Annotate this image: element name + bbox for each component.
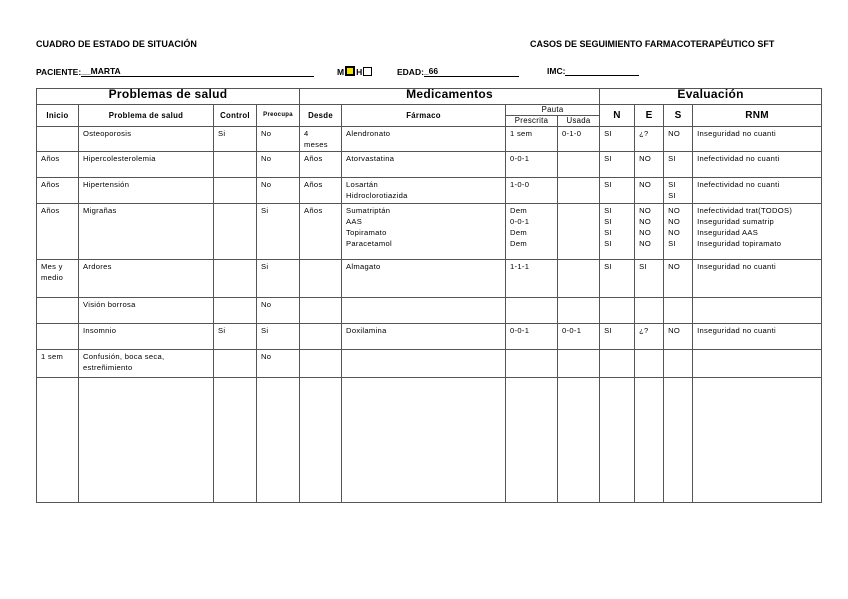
cell-line: No [261, 180, 272, 189]
table-row [37, 260, 822, 298]
cell-line: Inefectividad trat(TODOS) [697, 206, 793, 215]
cell-desde[interactable] [300, 298, 342, 324]
cell-line: 0-0-1 [562, 326, 582, 335]
age-value[interactable]: _66 [424, 66, 519, 77]
cell-line: Mes y [41, 262, 63, 271]
patient-label: PACIENTE: [36, 67, 82, 77]
cell-line: Confusión, boca seca, [83, 352, 165, 361]
cell-inicio[interactable] [37, 298, 79, 324]
cell-rnm[interactable] [693, 178, 822, 204]
cell-line: 1-1-1 [510, 262, 530, 271]
cell-e[interactable] [635, 204, 664, 260]
cell-e[interactable] [635, 178, 664, 204]
imc-field [547, 66, 639, 76]
cell-line: Inefectividad no cuanti [697, 180, 780, 189]
cell-usada[interactable] [558, 260, 600, 298]
section-medications-header: Medicamentos [300, 89, 600, 105]
cell-line: Ardores [83, 262, 112, 271]
cell-preocupa[interactable] [257, 298, 300, 324]
cell-line: NO [668, 262, 681, 271]
cell-control[interactable] [214, 298, 257, 324]
cell-prescrita[interactable] [506, 260, 558, 298]
cell-line: Si [218, 129, 226, 138]
cell-prescrita[interactable] [506, 204, 558, 260]
cell-line: Osteoporosis [83, 129, 132, 138]
cell-inicio[interactable] [37, 204, 79, 260]
cell-s[interactable] [664, 378, 693, 503]
cell-line: estreñimiento [83, 363, 133, 372]
cell-usada[interactable] [558, 298, 600, 324]
cell-preocupa[interactable] [257, 178, 300, 204]
cell-rnm[interactable] [693, 324, 822, 350]
col-prescrita: Prescrita [506, 116, 558, 127]
cell-line: SI [604, 217, 612, 226]
cell-preocupa[interactable] [257, 378, 300, 503]
table-body [37, 127, 822, 503]
cell-line: Dem [510, 239, 527, 248]
cell-line: 1 sem [510, 129, 533, 138]
cell-inicio[interactable] [37, 324, 79, 350]
cell-line: Atorvastatina [346, 154, 395, 163]
cell-line: Hipercolesterolemia [83, 154, 156, 163]
cell-line: Doxilamina [346, 326, 387, 335]
cell-e[interactable] [635, 350, 664, 378]
cell-line: meses [304, 140, 328, 149]
cell-line: Inseguridad topiramato [697, 239, 782, 248]
cell-inicio[interactable] [37, 178, 79, 204]
cell-s[interactable] [664, 350, 693, 378]
cell-e[interactable] [635, 298, 664, 324]
cell-line: SI [604, 239, 612, 248]
cell-rnm[interactable] [693, 350, 822, 378]
cell-n[interactable] [600, 350, 635, 378]
cell-prescrita[interactable] [506, 350, 558, 378]
cell-rnm[interactable] [693, 204, 822, 260]
cell-desde[interactable] [300, 324, 342, 350]
cell-line: SI [668, 180, 676, 189]
cell-desde[interactable] [300, 127, 342, 152]
cell-n[interactable] [600, 324, 635, 350]
cell-line: ¿? [639, 326, 649, 335]
cell-preocupa[interactable] [257, 324, 300, 350]
cell-e[interactable] [635, 378, 664, 503]
cell-line: Si [261, 206, 269, 215]
cell-line: Alendronato [346, 129, 391, 138]
cell-line: SI [604, 206, 612, 215]
cell-s[interactable] [664, 204, 693, 260]
cell-line: Hipertensión [83, 180, 130, 189]
cell-usada[interactable] [558, 324, 600, 350]
cell-farmaco[interactable] [342, 178, 506, 204]
cell-e[interactable] [635, 324, 664, 350]
cell-prescrita[interactable] [506, 378, 558, 503]
sex-field [337, 66, 373, 77]
cell-farmaco[interactable] [342, 324, 506, 350]
cell-inicio[interactable] [37, 350, 79, 378]
cell-line: Inseguridad AAS [697, 228, 759, 237]
table-row [37, 152, 822, 178]
age-label: EDAD: [397, 67, 424, 77]
cell-s[interactable] [664, 298, 693, 324]
cell-line: SI [604, 228, 612, 237]
cell-prescrita[interactable] [506, 178, 558, 204]
col-control: Control [214, 105, 257, 127]
cell-line: Visión borrosa [83, 300, 136, 309]
cell-line: SI [604, 154, 612, 163]
cell-s[interactable] [664, 152, 693, 178]
cell-line: SI [604, 262, 612, 271]
cell-line: NO [668, 326, 681, 335]
cell-rnm[interactable] [693, 260, 822, 298]
cell-line: Si [261, 262, 269, 271]
cell-inicio[interactable] [37, 260, 79, 298]
cell-line: NO [639, 180, 652, 189]
cell-line: Inefectividad no cuanti [697, 154, 780, 163]
sex-h-checkbox[interactable] [363, 67, 372, 76]
col-n: N [600, 105, 635, 127]
cell-farmaco[interactable] [342, 204, 506, 260]
cell-s[interactable] [664, 127, 693, 152]
cell-line: No [261, 352, 272, 361]
cell-line: Inseguridad no cuanti [697, 129, 776, 138]
cell-line: NO [668, 206, 681, 215]
cell-n[interactable] [600, 378, 635, 503]
cell-line: SI [604, 180, 612, 189]
cell-line: Hidroclorotiazida [346, 191, 408, 200]
cell-line: Topiramato [346, 228, 387, 237]
cell-n[interactable] [600, 127, 635, 152]
cell-usada[interactable] [558, 204, 600, 260]
cell-line: No [261, 129, 272, 138]
cell-usada[interactable] [558, 127, 600, 152]
cell-line: SI [668, 154, 676, 163]
cell-control[interactable] [214, 378, 257, 503]
cell-prescrita[interactable] [506, 324, 558, 350]
col-problema: Problema de salud [79, 105, 214, 127]
cell-rnm[interactable] [693, 378, 822, 503]
cell-line: Años [41, 206, 60, 215]
cell-usada[interactable] [558, 152, 600, 178]
cell-desde[interactable] [300, 152, 342, 178]
table-row [37, 350, 822, 378]
cell-preocupa[interactable] [257, 204, 300, 260]
cell-s[interactable] [664, 260, 693, 298]
cell-line: SI [668, 191, 676, 200]
cell-line: NO [639, 206, 652, 215]
section-evaluation-header: Evaluación [600, 89, 822, 105]
cell-line: Inseguridad no cuanti [697, 326, 776, 335]
cell-inicio[interactable] [37, 127, 79, 152]
cell-preocupa[interactable] [257, 152, 300, 178]
cell-problema[interactable] [79, 324, 214, 350]
cell-preocupa[interactable] [257, 127, 300, 152]
sex-m-checkbox[interactable] [345, 66, 355, 76]
cell-line: SI [639, 262, 647, 271]
col-usada: Usada [558, 116, 600, 127]
cell-usada[interactable] [558, 378, 600, 503]
col-inicio: Inicio [37, 105, 79, 127]
cell-e[interactable] [635, 152, 664, 178]
cell-line: SI [604, 129, 612, 138]
cell-problema[interactable] [79, 204, 214, 260]
cell-control[interactable] [214, 204, 257, 260]
cell-problema[interactable] [79, 350, 214, 378]
cell-farmaco[interactable] [342, 350, 506, 378]
col-rnm: RNM [693, 105, 822, 127]
situation-table [36, 88, 822, 503]
col-farmaco: Fármaco [342, 105, 506, 127]
cell-prescrita[interactable] [506, 298, 558, 324]
cell-problema[interactable] [79, 152, 214, 178]
cell-line: Migrañas [83, 206, 117, 215]
cell-problema[interactable] [79, 298, 214, 324]
cell-line: Inseguridad sumatrip [697, 217, 774, 226]
cell-line: NO [668, 217, 681, 226]
cell-line: 0-0-1 [510, 326, 530, 335]
cell-line: AAS [346, 217, 363, 226]
cell-line: 0-0-1 [510, 154, 530, 163]
cell-line: Losartán [346, 180, 378, 189]
patient-value[interactable]: __MARTA [81, 66, 314, 77]
sex-h-label: H [356, 67, 363, 77]
cell-control[interactable] [214, 324, 257, 350]
cell-line: Dem [510, 228, 527, 237]
document-subtitle: CASOS DE SEGUIMIENTO FARMACOTERAPÉUTICO SFT [530, 39, 775, 49]
cell-preocupa[interactable] [257, 260, 300, 298]
cell-line: Años [304, 154, 323, 163]
cell-prescrita[interactable] [506, 127, 558, 152]
cell-n[interactable] [600, 260, 635, 298]
cell-line: Años [304, 206, 323, 215]
cell-line: No [261, 300, 272, 309]
cell-problema[interactable] [79, 378, 214, 503]
cell-rnm[interactable] [693, 298, 822, 324]
cell-line: Si [261, 326, 269, 335]
cell-line: NO [639, 228, 652, 237]
cell-control[interactable] [214, 260, 257, 298]
col-e: E [635, 105, 664, 127]
table-row [37, 127, 822, 152]
cell-line: NO [639, 217, 652, 226]
table-row [37, 178, 822, 204]
table-row [37, 298, 822, 324]
col-preocupa: Preocupa [257, 105, 300, 127]
table-row [37, 378, 822, 503]
cell-control[interactable] [214, 350, 257, 378]
col-s: S [664, 105, 693, 127]
cell-e[interactable] [635, 127, 664, 152]
cell-inicio[interactable] [37, 378, 79, 503]
cell-usada[interactable] [558, 178, 600, 204]
cell-line: Sumatriptán [346, 206, 391, 215]
cell-line: ¿? [639, 129, 649, 138]
imc-label: IMC: [547, 66, 566, 76]
cell-control[interactable] [214, 152, 257, 178]
cell-line: SI [604, 326, 612, 335]
cell-inicio[interactable] [37, 152, 79, 178]
cell-line: Inseguridad no cuanti [697, 262, 776, 271]
cell-control[interactable] [214, 178, 257, 204]
cell-line: Dem [510, 206, 527, 215]
age-field [397, 66, 519, 77]
cell-n[interactable] [600, 204, 635, 260]
cell-n[interactable] [600, 298, 635, 324]
cell-problema[interactable] [79, 178, 214, 204]
cell-desde[interactable] [300, 260, 342, 298]
cell-line: Años [41, 180, 60, 189]
cell-problema[interactable] [79, 260, 214, 298]
imc-value[interactable] [565, 75, 639, 76]
cell-farmaco[interactable] [342, 152, 506, 178]
col-desde: Desde [300, 105, 342, 127]
cell-farmaco[interactable] [342, 260, 506, 298]
cell-e[interactable] [635, 260, 664, 298]
cell-line: NO [668, 129, 681, 138]
cell-farmaco[interactable] [342, 127, 506, 152]
cell-preocupa[interactable] [257, 350, 300, 378]
cell-line: No [261, 154, 272, 163]
cell-desde[interactable] [300, 178, 342, 204]
cell-line: Si [218, 326, 226, 335]
cell-control[interactable] [214, 127, 257, 152]
cell-line: 4 [304, 129, 309, 138]
cell-rnm[interactable] [693, 152, 822, 178]
cell-line: Insomnio [83, 326, 117, 335]
cell-problema[interactable] [79, 127, 214, 152]
cell-line: NO [668, 228, 681, 237]
cell-farmaco[interactable] [342, 378, 506, 503]
cell-desde[interactable] [300, 350, 342, 378]
cell-line: NO [639, 239, 652, 248]
patient-field [36, 66, 314, 77]
cell-desde[interactable] [300, 378, 342, 503]
cell-farmaco[interactable] [342, 298, 506, 324]
cell-s[interactable] [664, 178, 693, 204]
cell-usada[interactable] [558, 350, 600, 378]
cell-line: Almagato [346, 262, 381, 271]
cell-line: Años [41, 154, 60, 163]
cell-line: medio [41, 273, 64, 282]
cell-line: SI [668, 239, 676, 248]
cell-n[interactable] [600, 152, 635, 178]
cell-line: 0-1-0 [562, 129, 582, 138]
cell-line: Paracetamol [346, 239, 392, 248]
table-row [37, 204, 822, 260]
document-title: CUADRO DE ESTADO DE SITUACIÓN [36, 39, 197, 49]
cell-line: 1 sem [41, 352, 64, 361]
cell-s[interactable] [664, 324, 693, 350]
cell-line: NO [639, 154, 652, 163]
col-pauta: Pauta [506, 105, 600, 116]
cell-line: Años [304, 180, 323, 189]
cell-line: 0-0-1 [510, 217, 530, 226]
cell-prescrita[interactable] [506, 152, 558, 178]
table-row [37, 324, 822, 350]
sex-m-label: M [337, 67, 345, 77]
cell-line: 1-0-0 [510, 180, 530, 189]
cell-desde[interactable] [300, 204, 342, 260]
cell-rnm[interactable] [693, 127, 822, 152]
section-problems-header: Problemas de salud [37, 89, 300, 105]
cell-n[interactable] [600, 178, 635, 204]
